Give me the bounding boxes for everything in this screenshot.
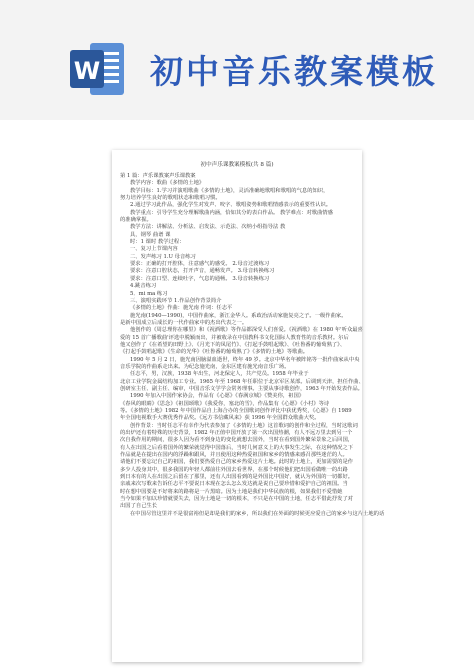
document-line: 当今如果不加以珍惜就要失去，因为土地是一切的根本，不只是在中国的土地，任志平借此抒发了对 bbox=[120, 496, 354, 503]
document-line: 教学目标：1.学习并演唱歌曲《多情的土地》，灵活准确地歌唱和歌唱的气息的知识， bbox=[130, 187, 329, 194]
document-line: 创作背景：当时任志平有幸作为代表参加了《多情的土地》这首歌词的创作和全过程，当时这歌词 bbox=[130, 422, 358, 429]
document-line: 一、复习上节课内容 bbox=[130, 246, 178, 253]
document-line: 二、发声练习 1.U 母音练习 bbox=[130, 253, 196, 260]
document-line: 年全国电视歌手大赛优秀作品奖。《远方书信藏风来》获 1996 年全国群众歌曲大奖。 bbox=[120, 415, 320, 422]
document-line: 《打起手鼓唱起歌》《生命的光华》《吐鲁番的葡萄熟了》《多情的土地》等歌曲。 bbox=[120, 349, 309, 356]
document-line: 2.通过学习此作品，强化学生对发声、咬字、歌唱姿势和歌唱情感表示的重要性认识。 bbox=[130, 202, 332, 209]
document-line: 教学重点：引导学生充分理解歌曲内涵，恰如其分的表白作品。 教学难点：对歌曲情感 bbox=[130, 209, 333, 216]
document-line: 任志平，男，汉族，1938 年出生，河北保定人，共产党员。1958 年毕业于 bbox=[130, 371, 309, 378]
document-line: 教学内容：歌曲《多情的土地》 bbox=[130, 180, 205, 187]
document-line: 有人在出国之后看着国外的繁荣就觉得中国落后，当时几何意义上的大事发生之际，在这种情况之下 bbox=[120, 444, 354, 451]
document-line: 时在想中国要是不好将来的路将是一片黑暗。因为土地是我们中华民族的根，如果我们不爱惜她 bbox=[120, 488, 343, 495]
document-line: 的准确掌握。 bbox=[120, 217, 152, 224]
document-page bbox=[112, 150, 385, 662]
document-line: 要求：正确的打开腔体，注意感气的感受。 2.母音过渡练习 bbox=[130, 261, 270, 268]
document-line: 他又创作了《在希望的田野上》、《月光下的凤尾竹》、《打起手鼓唱起歌》、《吐鲁番的葡萄熟了》、 bbox=[120, 341, 346, 348]
document-line: 爱的 15 首广播歌曲'评选中脱颖而出，并被收录在中国教科书文化国际人教育性的音乐教材。尔后 bbox=[120, 334, 349, 341]
document-line: 他创作的《周总理你在哪里》和《祝酒歌》等作品都深受人们喜爱。《祝酒歌》在 1980 年'听众最喜 bbox=[130, 327, 363, 334]
document-line: 4.跳音练习 bbox=[130, 283, 157, 290]
document-title: 初中声乐课教案模板(共 8 篇) bbox=[200, 162, 274, 168]
document-body bbox=[120, 173, 385, 518]
word-document-icon bbox=[68, 40, 128, 98]
document-line: 请他们不要忘记自己的祖国，我们要热爱自己的家乡热爱这片土地。此时的土地上，更加需要的是作 bbox=[120, 459, 354, 466]
document-line: 《春风的眼睛》《思念》《祖国颂歌》《我爱你，塞北的雪》，作品集有《心愿》《小村》等诗 bbox=[120, 400, 330, 407]
document-line: 次自我作用的期间，很多人因为看不到身边的变化就想去国外，当时在看到国外繁荣景象之后回国， bbox=[120, 437, 354, 444]
document-line: 1990 年 5 月 2 日，施光南因脑溢血逝世，终年 49 岁。北京中华名年被阵铭等一批作曲家从中央 bbox=[130, 356, 360, 363]
document-line: 《多情的土地》作曲：施光南 作词：任志平 bbox=[130, 305, 233, 312]
document-line: 具，钢琴 曲谱 课 bbox=[130, 231, 171, 238]
document-line: 多少人投身其中，很多我国的年轻人都前往外国去看世界，在那个时候他们把出国看做唯一的出路 bbox=[120, 466, 348, 473]
document-line: 5．mi ma 练习 bbox=[130, 290, 168, 297]
document-line: 努力培养学生良好的歌唱状态和歌唱习惯。 bbox=[120, 195, 221, 202]
page-title: 初中音乐教案模板 bbox=[150, 52, 438, 91]
document-line: 第 1 篇：声乐课教案声乐课教案 bbox=[120, 173, 196, 179]
document-line: 时：1 课时 教学过程： bbox=[130, 239, 185, 246]
document-line: 出国了自己生长 bbox=[120, 503, 158, 510]
document-line: 要求：注意口腔状态，打开声音，通畅发声。 3.母音转换练习 bbox=[130, 268, 275, 275]
document-line: 三、演唱实践环节 1.作品创作背景简介 bbox=[130, 297, 222, 304]
document-line: 教学方法：讲解法、分析法、启发法、示范法、次纳小组指导法 教 bbox=[130, 224, 286, 231]
document-line: 作品就是在提出在国内的浮躁和跟风，并且使用这种热爱祖国和家乡的情感来感召那些迷茫的人。 bbox=[120, 452, 348, 459]
word-icon-letter: W bbox=[73, 57, 101, 85]
document-line: 到日本有的人在出国之后留在了那里，还有人出国看到的是外国比中国好，就认为外国的一切都好。 bbox=[120, 474, 354, 481]
document-line: 在中国尽管这里并不是很富裕但是却是我们的家乡，所以我们在外面的时候更应爱自己的家乡与这片土地的话 bbox=[130, 510, 385, 517]
document-line: 亲戚来次写歌来告诉任志平不要说日本现在怎么怎么发达就是说自己要珍惜和爱护自己的祖国。当 bbox=[120, 481, 348, 488]
document-line: 是新中国成立后成长的一代作曲家中的杰出代表之一。 bbox=[120, 319, 248, 326]
document-line: 的出炉还有着特殊的历史背景，1982 年正值中国开放了第一次出国热潮，有人不远万里去到另一个 bbox=[120, 430, 353, 437]
document-line: 创研室主任、副主任、编审，中国音乐文学学会常务理事。主要从事诗歌创作，1963 年开始发表作品。 bbox=[120, 385, 363, 392]
banner bbox=[0, 0, 474, 120]
document-line: 施光南(1940—1990)，中国作曲家，浙江金华人。系政治活动家施复亮之子。一级作曲家。 bbox=[130, 312, 347, 319]
document-line: 1990 年加入中国作家协会，作品有《心愿》《春满京城》《赞美你，祖国》 bbox=[130, 393, 305, 400]
document-line: 音乐学院的作曲系走出来。为纪念施光南，金东区建有施光南音乐广场。 bbox=[120, 363, 290, 370]
document-line: 等。《多情的土地》1982 年中国作品自上海合办的全国歌词创作评比中获优秀奖，《心愿》自 1989 bbox=[120, 408, 352, 414]
document-line: 要求：注意口型、连续吐字，气息的通畅。 3.母音转换练习 bbox=[130, 275, 270, 282]
document-line: 北京工业学院金属结构加工专业。1965 年至 1968 年任职位于北京军区某部。后调到天津，担任作曲、 bbox=[120, 378, 364, 385]
